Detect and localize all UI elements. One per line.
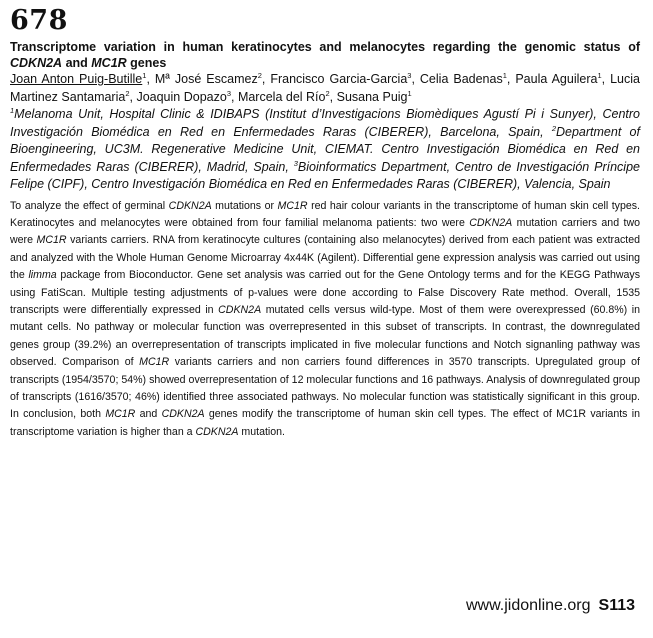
abstract-text: genes modify the transcriptome of human skin cell types. The effect of MC1R variants in transcriptome variation is higher than a (10, 408, 640, 438)
abstract-text: variants carriers. RNA from keratinocyte cultures (containing also melanocytes) derived from each patient was extracted and analyzed with the Whole Human Genome Microarray 4x44K (Agilent). Differential gene expression analysis was carried out using the (10, 234, 640, 282)
title-gene: CDKN2A (10, 56, 63, 70)
author-affiliation-ref: 1 (407, 88, 412, 98)
page-number: S113 (598, 597, 635, 614)
abstract-gene: limma (28, 269, 57, 282)
author-name: Paula Aguilera (515, 72, 598, 86)
affiliation-text: Melanoma Unit, Hospital Clinic & IDIBAPS (Institut d’Investigacions Biomèdiques Agustí Pi i Sunyer), Centro Investigación Biomédica en Red en Enfermedades Raras (CIBERER), Barcelona, Spain, (10, 107, 640, 139)
affiliation-number: 2 (551, 123, 556, 133)
abstract-text: variants carriers and non carriers found differences in 3570 transcripts. Upregulated group of transcripts (1954/3570; 54%) showed overrepresentation of 12 molecular functions and 16 pathways. Analysis of downregulated group of transcripts (1616/3570; 46%) identified three associated pathways. No molecular function was statistically significant in this group. In conclusion, both (10, 356, 640, 421)
abstract-gene: CDKN2A (218, 303, 262, 316)
author-affiliation-ref: 3 (407, 70, 412, 80)
author-name: Marcela del Río (237, 89, 326, 104)
abstract-title (10, 39, 640, 71)
title-text: genes (126, 56, 167, 70)
abstract-gene: CDKN2A (168, 199, 212, 212)
author-name: Susana Puig (336, 89, 408, 104)
abstract-text: package from Bioconductor. Gene set analysis was carried out for the Gene Ontology terms and for the KEGG Pathways using FatiScan. Multiple testing adjustments of p-values were done according to False Discovery Rate method. Overall, 1535 transcripts were differentially expressed in (10, 269, 640, 316)
abstract-text: mutation. (238, 425, 285, 438)
affiliation-number: 3 (293, 158, 298, 168)
author-affiliation-ref: 2 (257, 70, 262, 80)
author-affiliation-ref: 1 (142, 70, 147, 80)
author-list: Joan Anton Puig-Butille$^1$, Mª José Escamez$^2$, Francisco Garcia-Garcia$^3$, Celia Badenas$^1$, Paula Aguilera$^1$, Lucia Martinez Santamaria$^2$, Joaquin Dopazo$^3$, Marcela del Río$^2$, Susana Puig$^1$ (10, 70, 640, 104)
abstract-number: 678 (10, 5, 68, 36)
affiliation-number: 1 (10, 105, 15, 115)
title-gene: MC1R (91, 56, 127, 70)
abstract-body (10, 198, 640, 442)
abstract-gene: MC1R (105, 408, 136, 421)
abstract-gene: MC1R (139, 356, 170, 369)
abstract-text: mutated cells versus wild-type. Most of them were overexpressed (60.8%) in mutant cells. No pathway or molecular function was overrepresented in this subset of transcripts. In contrast, the downregulated genes group (39.2%) an overrepresentation of transcripts implicated in five molecular functions and Notch signanling pathway was observed. Comparison of (10, 303, 640, 369)
author-affiliation-ref: 1 (502, 70, 507, 80)
abstract-page (10, 6, 640, 441)
abstract-text: red hair colour variants in the transcriptome of human skin cell types. Keratinocytes and melanocytes were obtained from four familial melanoma patients: two were (10, 199, 640, 229)
abstract-gene: MC1R (36, 234, 67, 247)
affiliation-list (10, 106, 640, 194)
abstract-gene: CDKN2A (469, 216, 513, 229)
title-text: Transcriptome variation in human keratinocytes and melanocytes regarding the genomic status of (10, 40, 640, 54)
author-affiliation-ref: 3 (226, 88, 231, 98)
affiliation-text: Department of Bioengineering, UC3M. Regenerative Medicine Unit, CIEMAT. Centro Investigación Biomédica en Red en Enfermedades Raras (CIBERER), Madrid, Spain, (10, 124, 640, 174)
affiliation-text: Bioinformatics Department, Centro de Investigación Príncipe Felipe (CIPF), Centro Investigación Biomédica en Red en Enfermedades Raras (CIBERER), Valencia, Spain (10, 159, 640, 191)
abstract-text: mutations or (211, 199, 278, 212)
author-name: Celia Badenas (419, 72, 503, 86)
abstract-text: mutation carriers and two were (10, 216, 640, 247)
title-text: and (62, 56, 92, 70)
author-name: Joan Anton Puig-Butille (10, 72, 143, 86)
abstract-text: and (135, 408, 162, 421)
author-name: Mª José Escamez (154, 72, 258, 86)
abstract-text: To analyze the effect of germinal (10, 199, 169, 212)
abstract-gene: CDKN2A (161, 408, 205, 421)
author-affiliation-ref: 2 (125, 88, 130, 98)
journal-url: www.jidonline.org (466, 597, 591, 614)
author-affiliation-ref: 2 (325, 88, 330, 98)
author-name: Lucia Martinez Santamaria (10, 72, 640, 104)
author-name: Francisco Garcia-Garcia (270, 72, 408, 86)
page-footer (466, 597, 635, 615)
author-affiliation-ref: 1 (597, 70, 602, 80)
author-name: Joaquin Dopazo (136, 89, 227, 104)
abstract-gene: CDKN2A (195, 425, 239, 438)
abstract-gene: MC1R (277, 199, 308, 212)
